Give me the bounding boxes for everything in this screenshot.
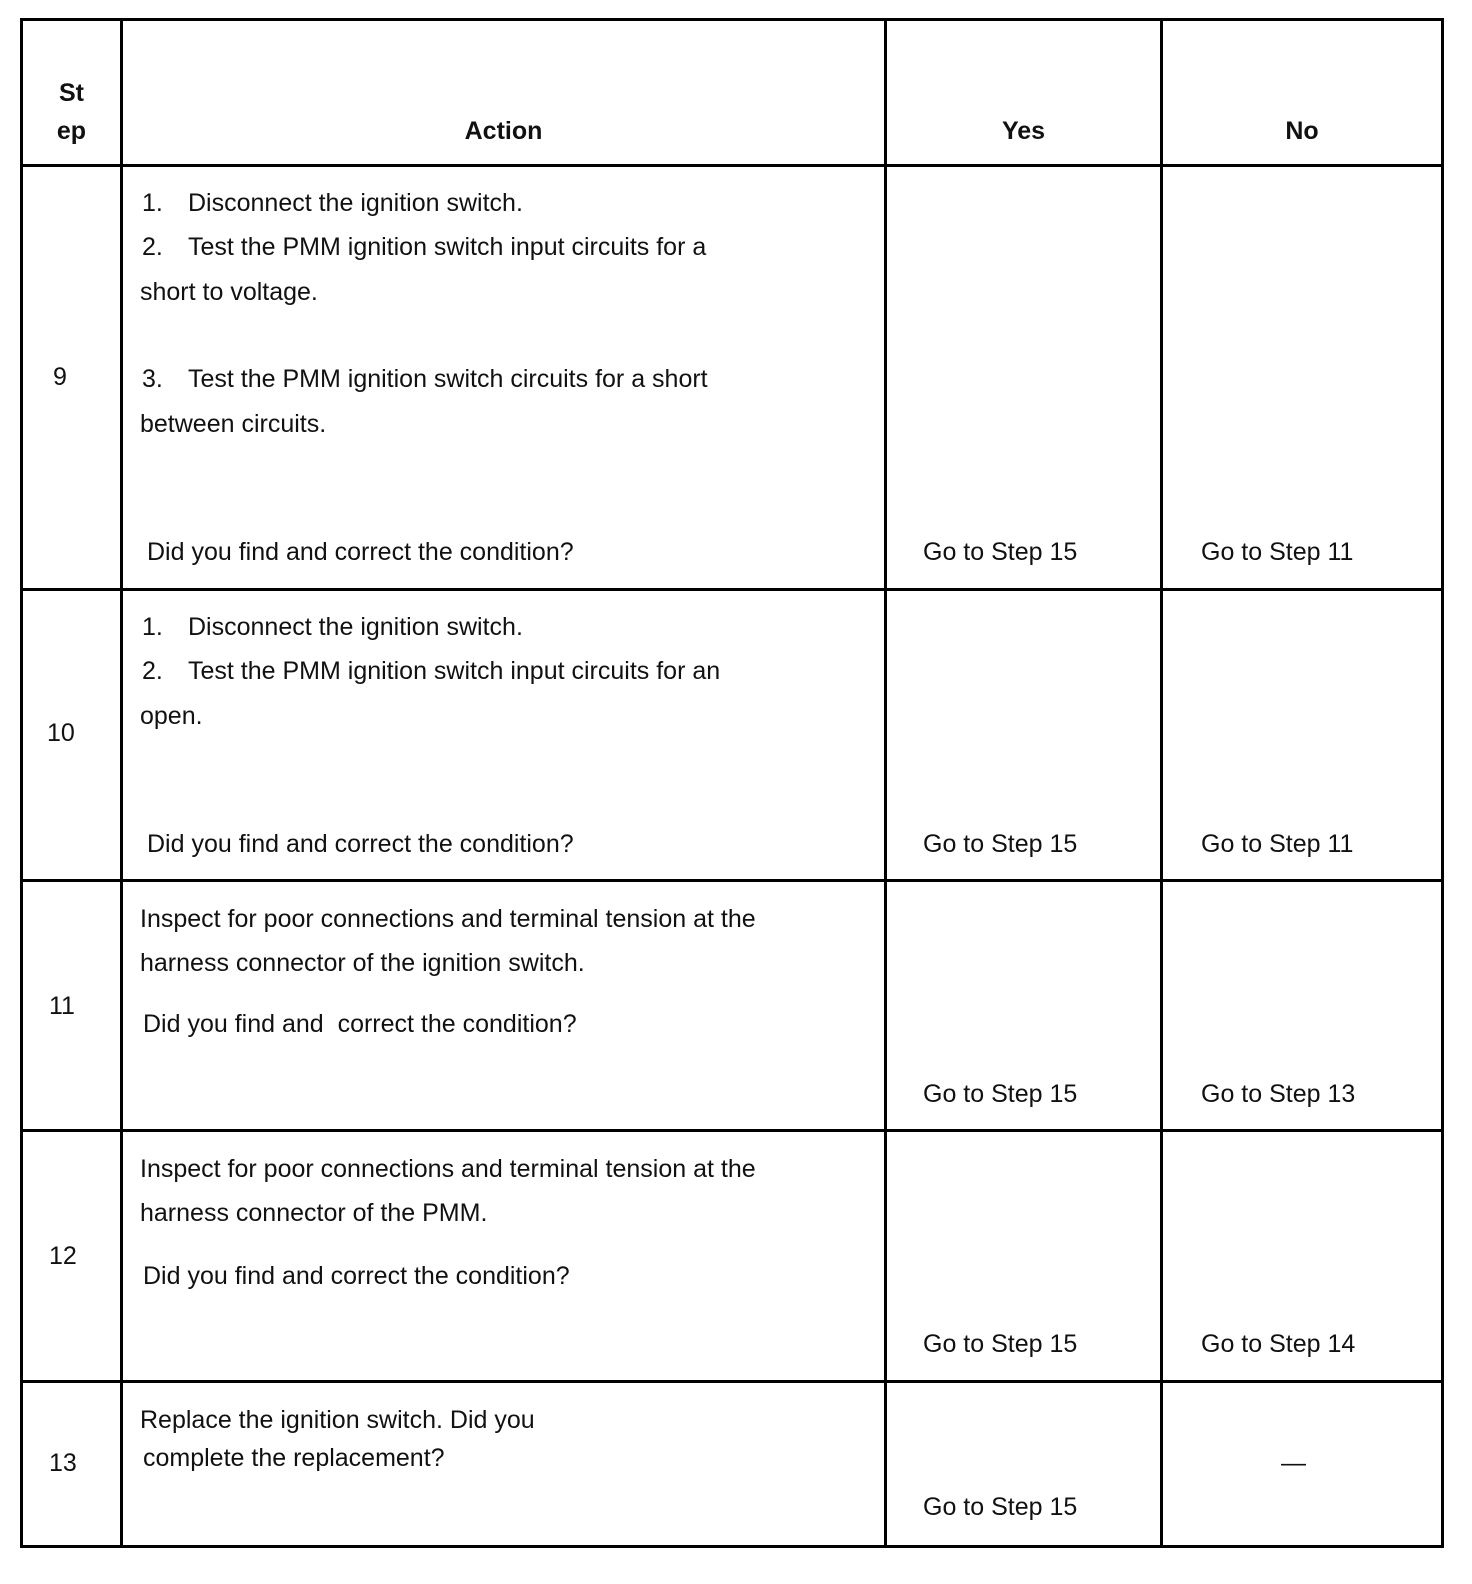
no-result: — — [1281, 1449, 1306, 1477]
header-no: No — [1285, 117, 1319, 145]
header-action: Action — [464, 117, 543, 145]
action-item-text: Test the PMM ignition switch input circuits for a — [188, 233, 707, 261]
action-text-line2: harness connector of the ignition switch. — [140, 949, 585, 977]
step-number: 11 — [49, 992, 75, 1020]
action-item-2 — [142, 232, 706, 262]
row-divider — [20, 1380, 1444, 1383]
row-divider — [20, 588, 1444, 591]
header-step-line2: ep — [56, 117, 87, 145]
no-result: Go to Step 14 — [1201, 1330, 1356, 1358]
yes-result: Go to Step 15 — [923, 1080, 1078, 1108]
row-divider — [20, 1129, 1444, 1132]
action-text-line1: Replace the ignition switch. Did you — [140, 1406, 535, 1434]
action-item-number: 2. — [142, 233, 163, 261]
action-text-line2: complete the replacement? — [143, 1444, 445, 1472]
question-text: Did you find and correct the condition? — [147, 538, 574, 566]
question-text: Did you find and correct the condition? — [143, 1262, 570, 1290]
no-result: Go to Step 13 — [1201, 1080, 1356, 1108]
row-divider — [20, 164, 1444, 167]
action-item-text: Disconnect the ignition switch. — [188, 613, 523, 641]
header-step — [23, 74, 120, 150]
action-item-number: 3. — [142, 365, 163, 393]
action-text-line2: harness connector of the PMM. — [140, 1199, 488, 1227]
yes-result: Go to Step 15 — [923, 1330, 1078, 1358]
action-item-continuation: open. — [140, 702, 203, 730]
column-divider — [120, 18, 123, 1548]
no-result: Go to Step 11 — [1201, 830, 1354, 858]
column-divider — [884, 18, 887, 1548]
row-divider — [20, 879, 1444, 882]
action-item-2 — [142, 656, 720, 686]
column-divider — [1160, 18, 1163, 1548]
no-result: Go to Step 11 — [1201, 538, 1354, 566]
step-number: 13 — [49, 1449, 77, 1477]
step-number: 12 — [49, 1242, 77, 1270]
action-item-text: Disconnect the ignition switch. — [188, 189, 523, 217]
question-text: Did you find and correct the condition? — [143, 1010, 577, 1038]
step-number: 9 — [53, 363, 67, 391]
action-item-continuation: between circuits. — [140, 410, 327, 438]
yes-result: Go to Step 15 — [923, 830, 1078, 858]
yes-result: Go to Step 15 — [923, 538, 1078, 566]
action-item-1 — [142, 612, 523, 642]
question-text: Did you find and correct the condition? — [147, 830, 574, 858]
header-yes: Yes — [1001, 117, 1046, 145]
action-item-number: 2. — [142, 657, 163, 685]
action-item-text: Test the PMM ignition switch circuits for a short — [188, 365, 708, 393]
action-item-number: 1. — [142, 613, 163, 641]
action-item-3 — [142, 364, 708, 394]
action-item-text: Test the PMM ignition switch input circuits for an — [188, 657, 721, 685]
action-text-line1: Inspect for poor connections and terminal tension at the — [140, 1155, 756, 1183]
action-item-continuation: short to voltage. — [140, 278, 318, 306]
yes-result: Go to Step 15 — [923, 1493, 1078, 1521]
action-item-1 — [142, 188, 523, 218]
header-step-line1: St — [59, 79, 84, 107]
step-number: 10 — [47, 719, 75, 747]
action-text-line1: Inspect for poor connections and terminal tension at the — [140, 905, 756, 933]
action-item-number: 1. — [142, 189, 163, 217]
